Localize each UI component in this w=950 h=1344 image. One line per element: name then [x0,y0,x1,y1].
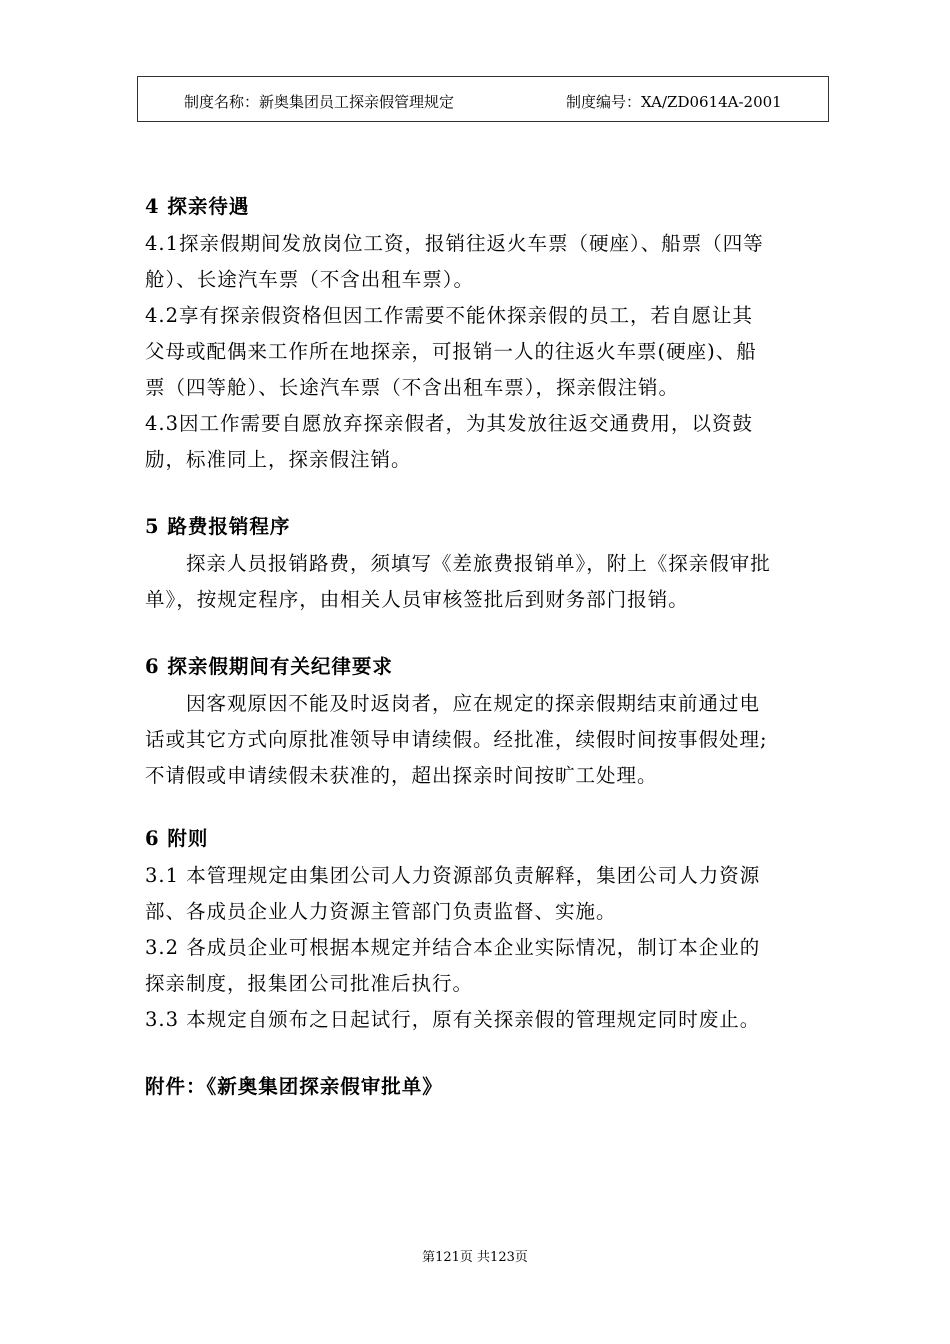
paragraph-line: 探亲制度，报集团公司批准后执行。 [145,972,474,995]
regulation-code: 制度编号：XA/ZD0614A-2001 [566,93,782,111]
document-header [137,76,829,122]
paragraph-line: 部、各成员企业人力资源主管部门负责监督、实施。 [145,900,617,923]
paragraph-line: 4.3因工作需要自愿放弃探亲假者，为其发放往返交通费用，以资鼓 [145,412,754,435]
page-number: 第121页 共123页 [422,1250,528,1265]
section-heading-treatment: 4 探亲待遇 [145,195,250,218]
paragraph-line: 3.1 本管理规定由集团公司人力资源部负责解释，集团公司人力资源 [145,864,761,887]
paragraph-line: 话或其它方式向原批准领导申请续假。经批准，续假时间按事假处理; [145,728,768,751]
paragraph-line: 3.2 各成员企业可根据本规定并结合本企业实际情况，制订本企业的 [145,936,761,959]
regulation-name: 制度名称：新奥集团员工探亲假管理规定 [184,93,455,111]
document-body [145,188,830,1106]
paragraph-line: 不请假或申请续假未获准的，超出探亲时间按旷工处理。 [145,764,658,787]
paragraph-line: 3.3 本规定自颁布之日起试行，原有关探亲假的管理规定同时废止。 [145,1008,761,1031]
paragraph-line: 励，标准同上，探亲假注销。 [145,448,412,471]
paragraph-line: 4.2享有探亲假资格但因工作需要不能休探亲假的员工，若自愿让其 [145,304,754,327]
section-heading-reimbursement: 5 路费报销程序 [145,515,291,538]
paragraph-line: 单》，按规定程序，由相关人员审核签批后到财务部门报销。 [145,588,689,611]
paragraph-line: 因客观原因不能及时返岗者，应在规定的探亲假期结束前通过电 [186,692,761,715]
section-heading-supplementary: 6 附则 [145,827,209,850]
attachment-reference: 附件：《新奥集团探亲假审批单》 [145,1075,443,1098]
paragraph-line: 票（四等舱）、长途汽车票（不含出租车票），探亲假注销。 [145,376,680,399]
section-heading-discipline: 6 探亲假期间有关纪律要求 [145,655,393,678]
paragraph-line: 探亲人员报销路费，须填写《差旅费报销单》，附上《探亲假审批 [186,552,771,575]
paragraph-line: 父母或配偶来工作所在地探亲，可报销一人的往返火车票(硬座)、船 [145,340,757,363]
paragraph-line: 4.1探亲假期间发放岗位工资，报销往返火车票（硬座）、船票（四等 [145,232,764,255]
paragraph-line: 舱）、长途汽车票（不含出租车票）。 [145,268,475,291]
